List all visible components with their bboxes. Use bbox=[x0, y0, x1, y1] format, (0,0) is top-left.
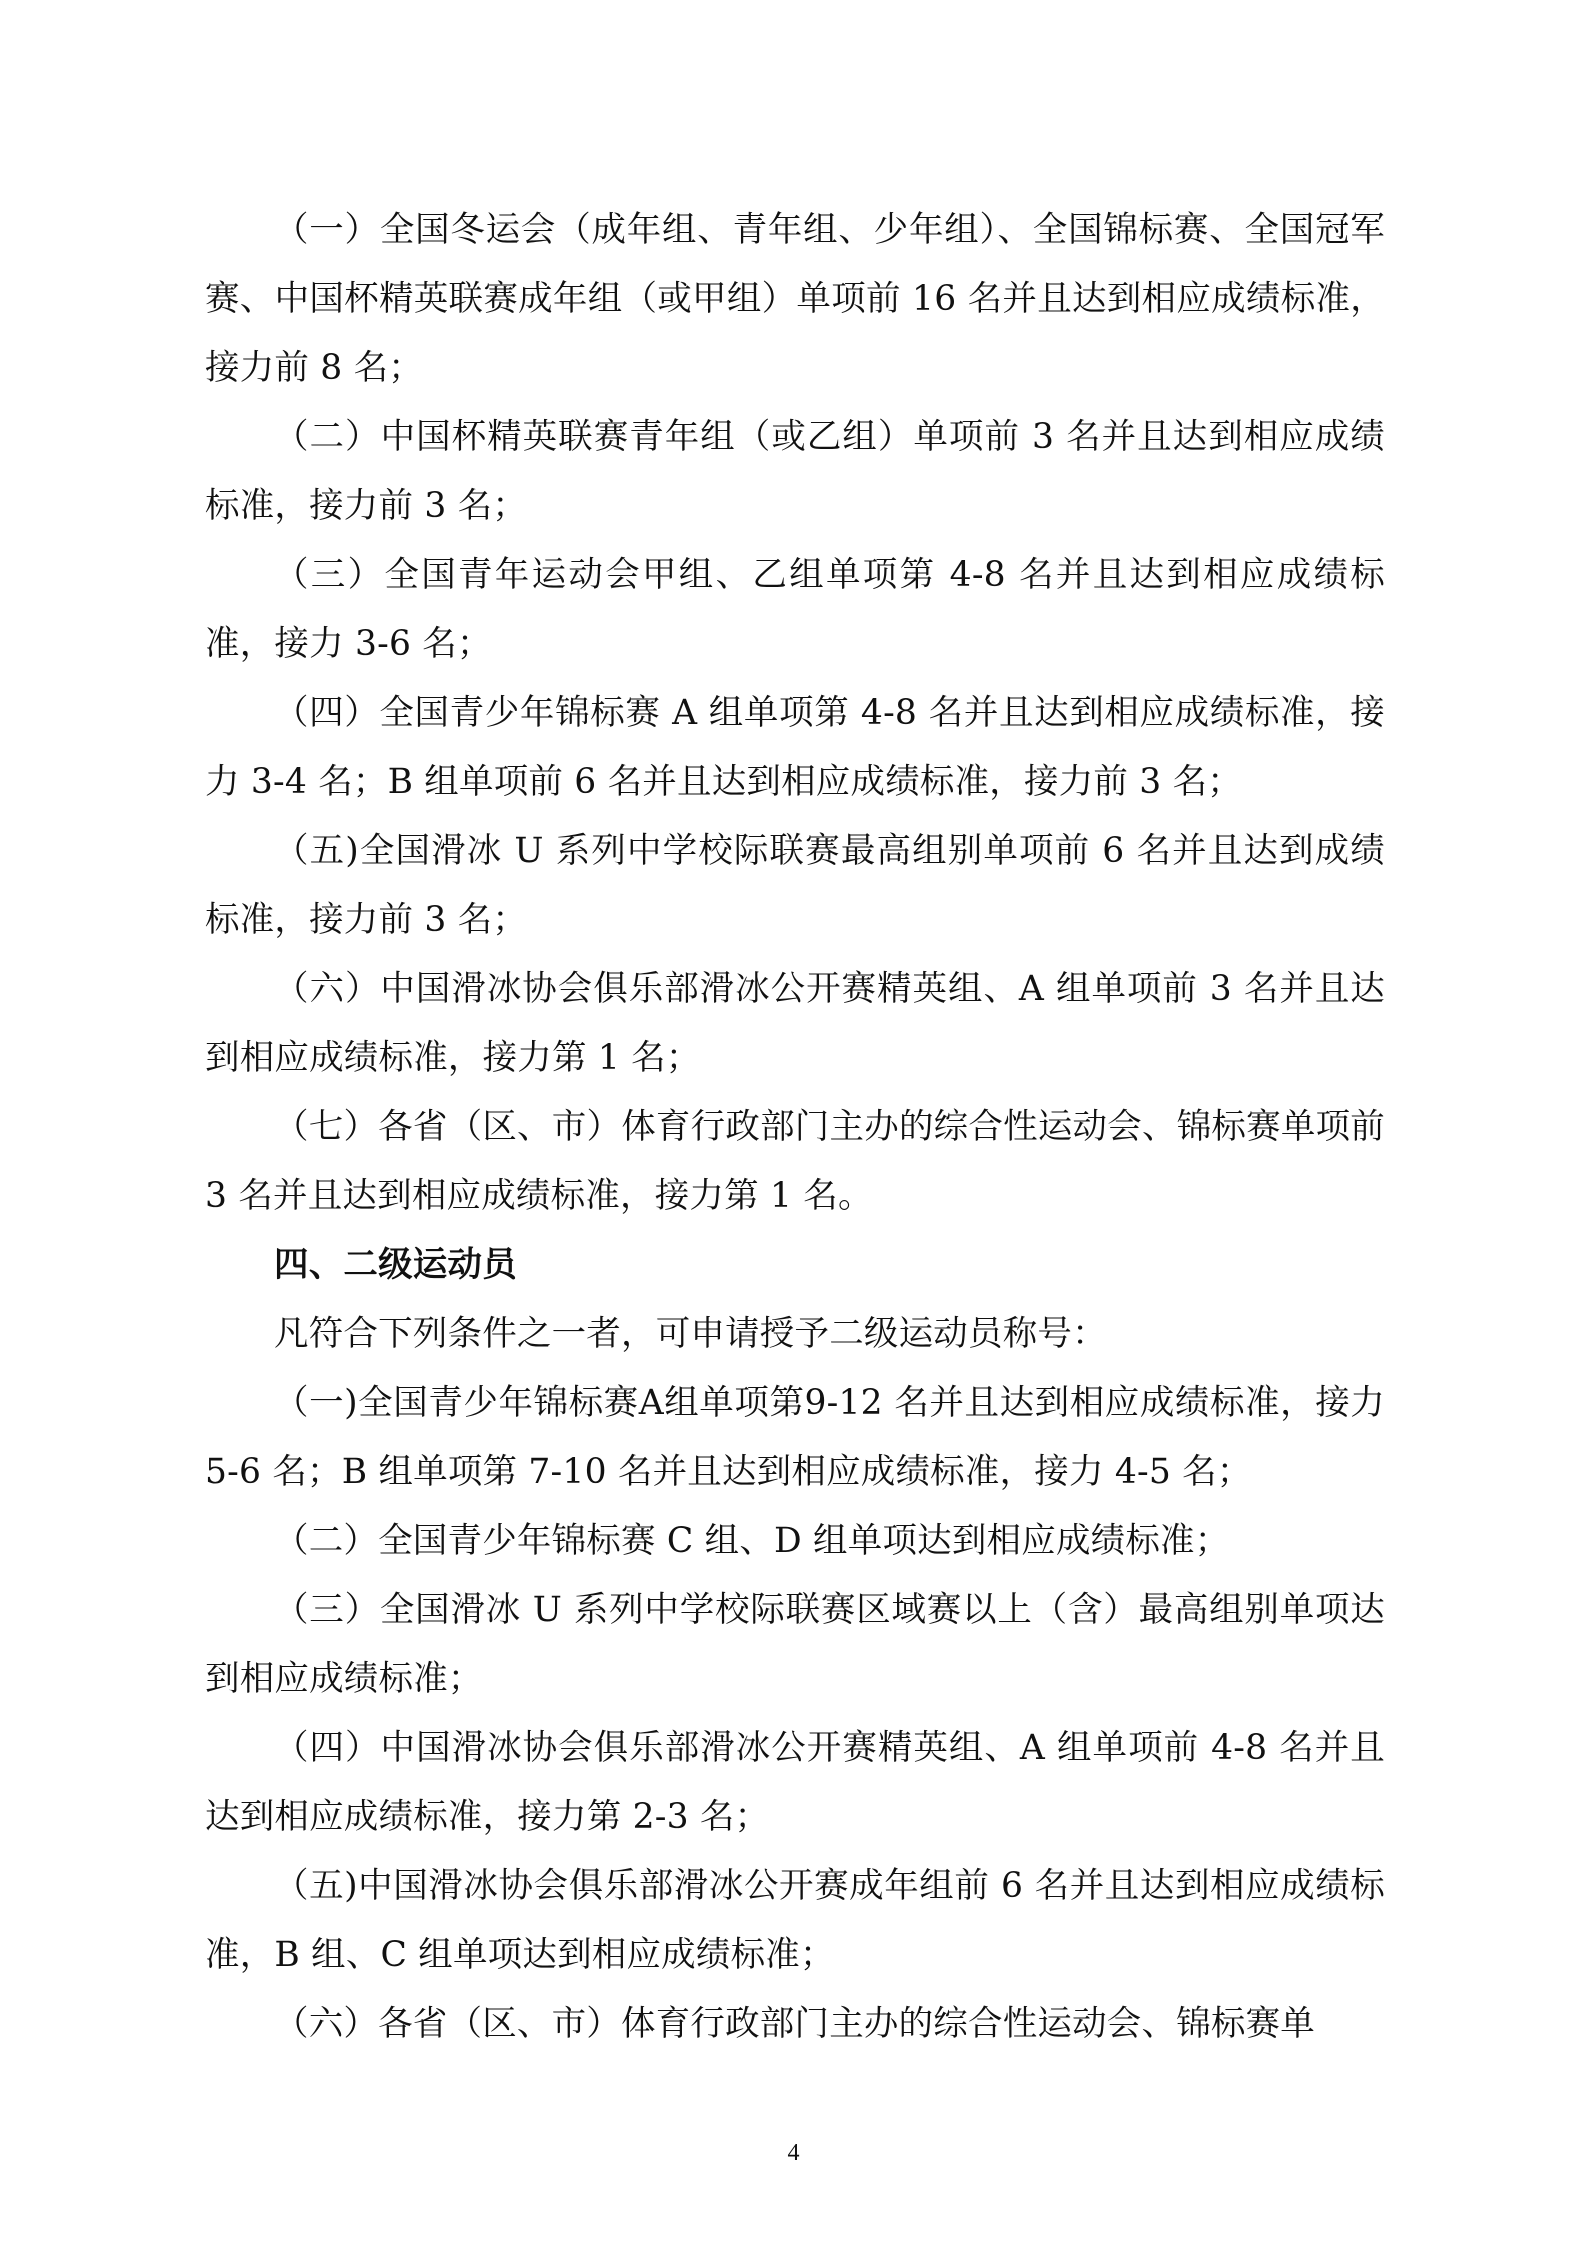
section-intro: 凡符合下列条件之一者，可申请授予二级运动员称号： bbox=[274, 1314, 1107, 1354]
paragraph-item-1: （一）全国冬运会（成年组、青年组、少年组）、全国锦标赛、全国冠军赛、中国杯精英联赛成年组（或甲组）单项前 16 名并且达到相应成绩标准，接力前 8 名； bbox=[205, 210, 1385, 388]
paragraph-item-5: （五)全国滑冰 U 系列中学校际联赛最高组别单项前 6 名并且达到成绩标准，接力前 3 名； bbox=[205, 831, 1385, 940]
condition-item-2: （二）全国青少年锦标赛 C 组、D 组单项达到相应成绩标准； bbox=[274, 1521, 1230, 1561]
paragraph-item-4: （四）全国青少年锦标赛 A 组单项第 4-8 名并且达到相应成绩标准，接力 3-4 名；B 组单项前 6 名并且达到相应成绩标准，接力前 3 名； bbox=[205, 693, 1385, 802]
paragraph-item-2: （二）中国杯精英联赛青年组（或乙组）单项前 3 名并且达到相应成绩标准，接力前 3 名； bbox=[205, 417, 1385, 526]
page-number: 4 bbox=[787, 2140, 800, 2166]
paragraph-item-7: （七）各省（区、市）体育行政部门主办的综合性运动会、锦标赛单项前 3 名并且达到相应成绩标准，接力第 1 名。 bbox=[205, 1107, 1385, 1216]
condition-item-4: （四）中国滑冰协会俱乐部滑冰公开赛精英组、A 组单项前 4-8 名并且达到相应成绩标准，接力第 2-3 名； bbox=[205, 1728, 1385, 1837]
condition-item-3: （三）全国滑冰 U 系列中学校际联赛区域赛以上（含）最高组别单项达到相应成绩标准； bbox=[205, 1590, 1385, 1699]
paragraph-item-3: （三）全国青年运动会甲组、乙组单项第 4-8 名并且达到相应成绩标准，接力 3-6 名； bbox=[205, 555, 1385, 664]
condition-item-1: （一)全国青少年锦标赛A组单项第9-12 名并且达到相应成绩标准，接力 5-6 名；B 组单项第 7-10 名并且达到相应成绩标准，接力 4-5 名； bbox=[205, 1383, 1385, 1492]
section-heading: 四、二级运动员 bbox=[274, 1245, 517, 1285]
paragraph-item-6: （六）中国滑冰协会俱乐部滑冰公开赛精英组、A 组单项前 3 名并且达到相应成绩标准，接力第 1 名； bbox=[205, 969, 1385, 1078]
condition-item-6: （六）各省（区、市）体育行政部门主办的综合性运动会、锦标赛单 bbox=[274, 2004, 1315, 2044]
condition-item-5: （五)中国滑冰协会俱乐部滑冰公开赛成年组前 6 名并且达到相应成绩标准，B 组、C 组单项达到相应成绩标准； bbox=[205, 1866, 1385, 1975]
document-body bbox=[205, 196, 1385, 2059]
